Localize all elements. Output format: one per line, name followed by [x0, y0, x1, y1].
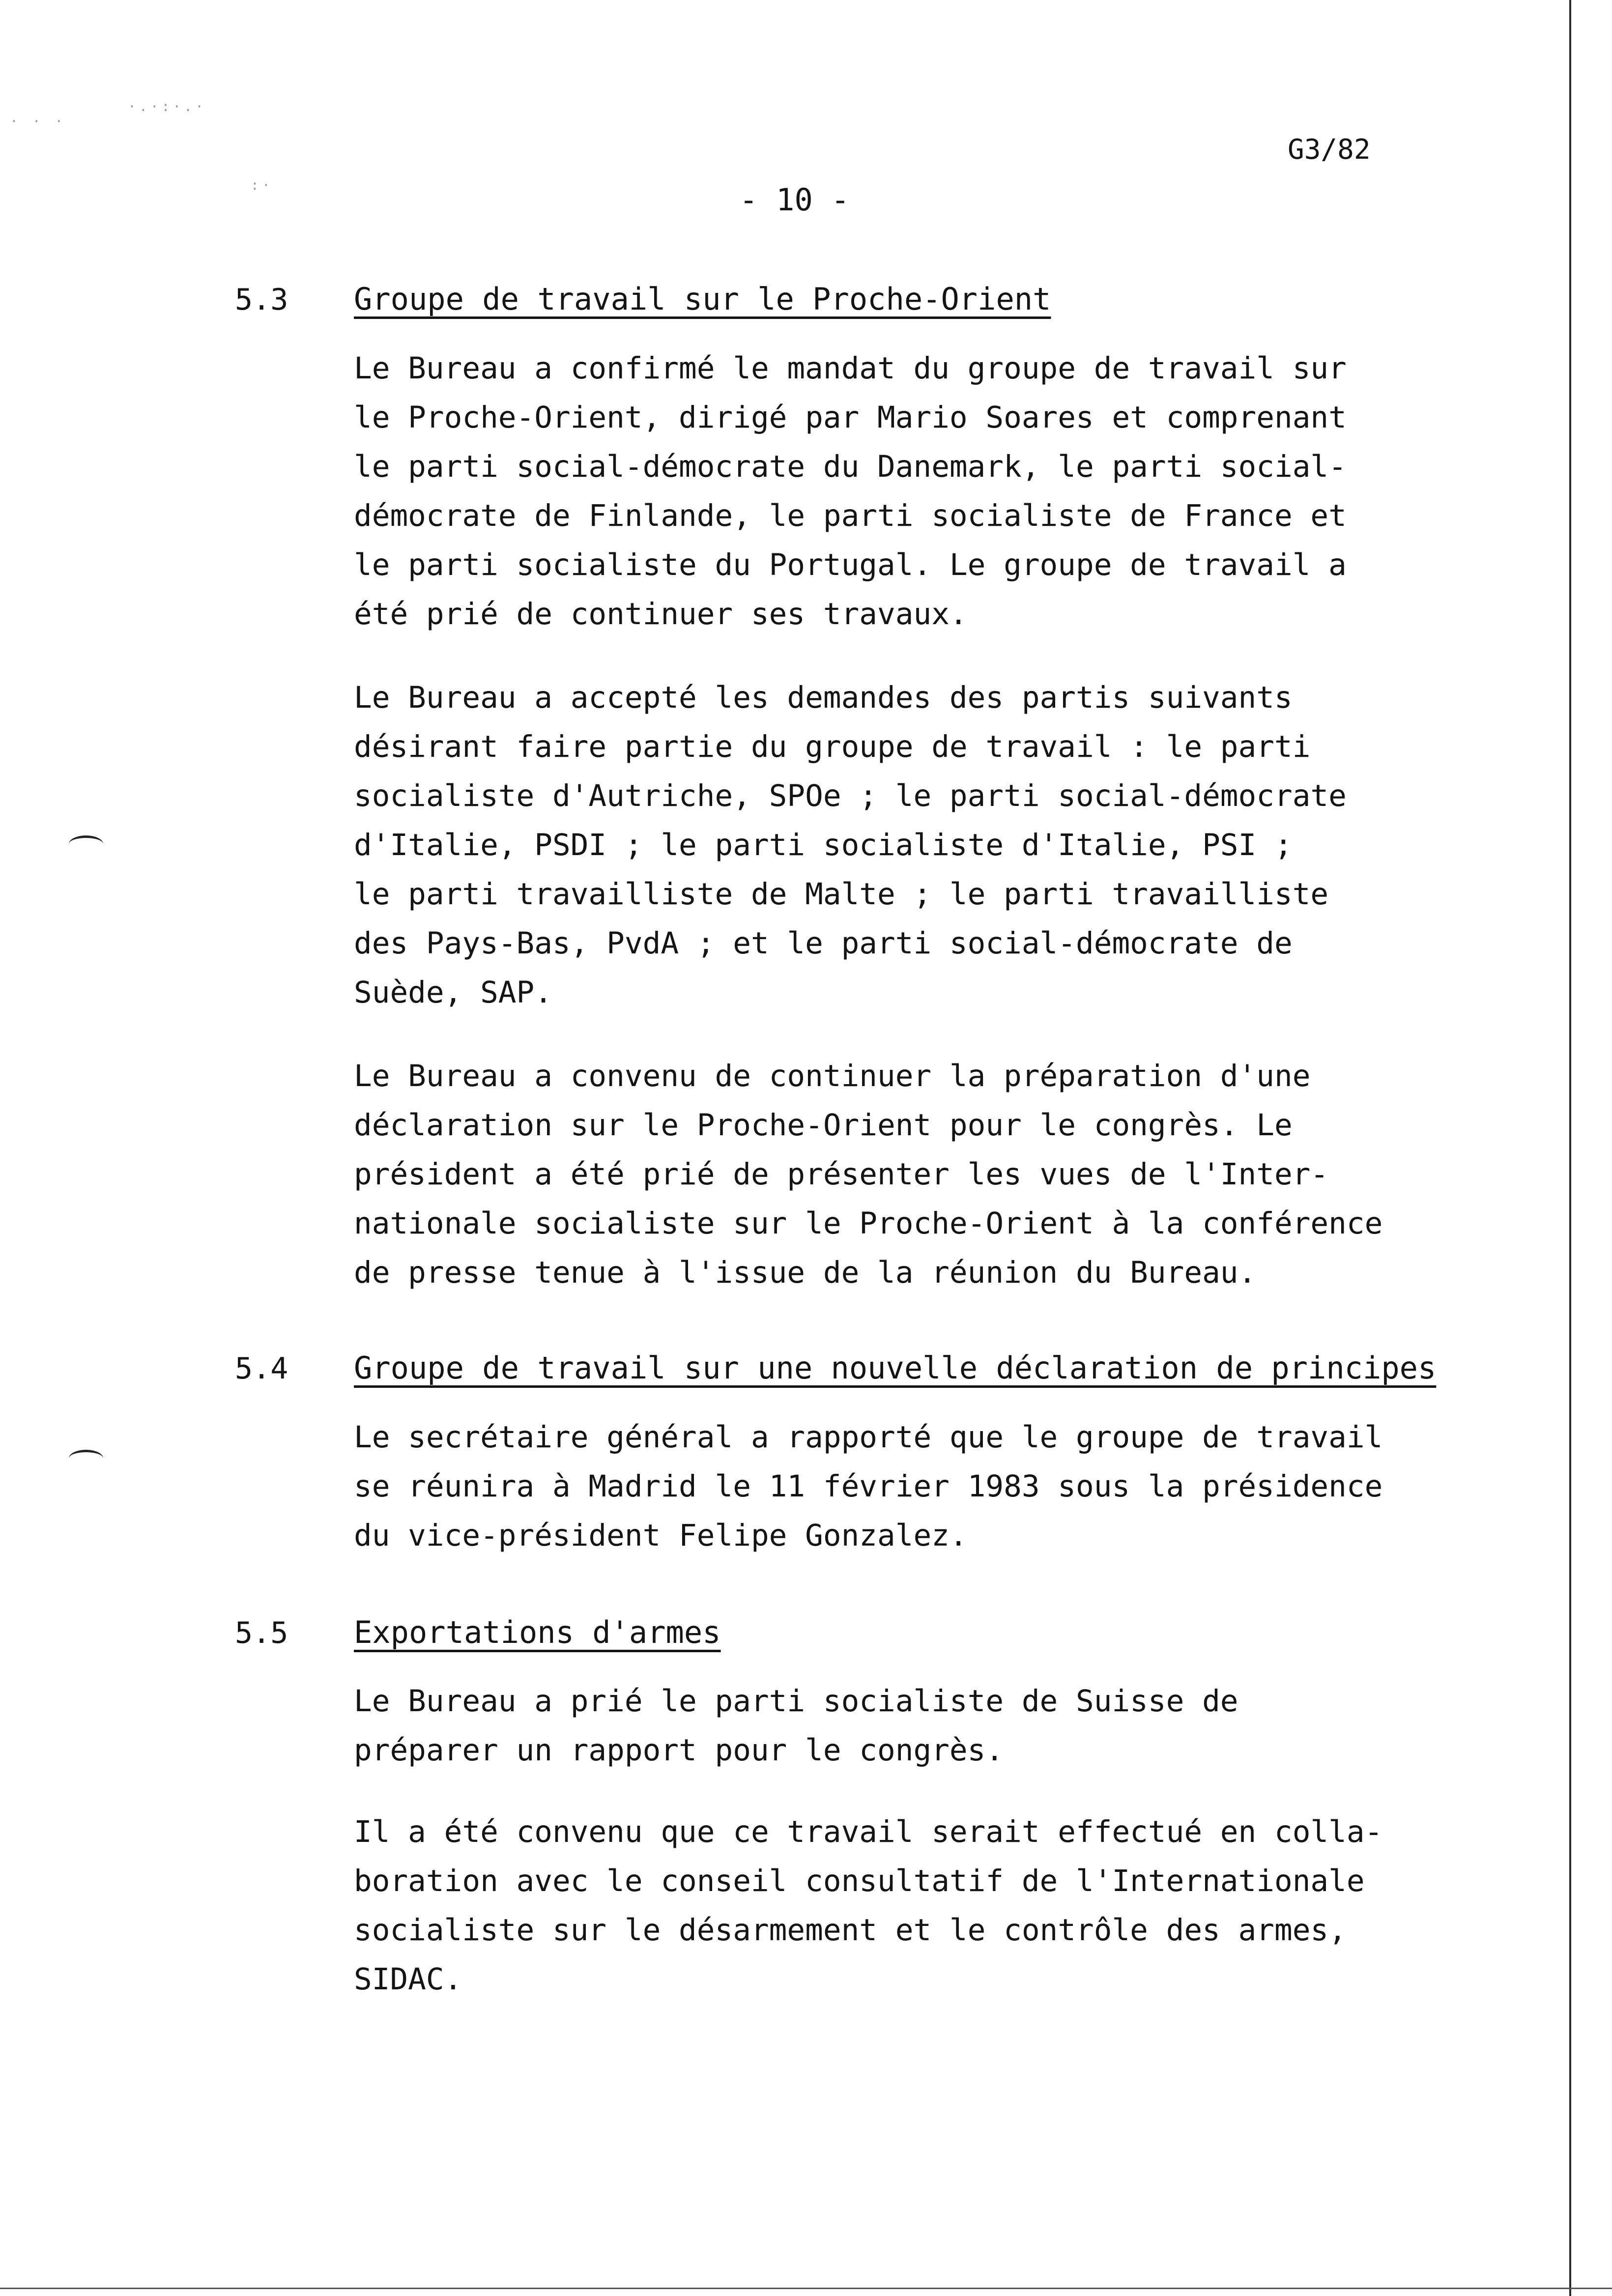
text-line: des Pays-Bas, PvdA ; et le parti social-démocrate de	[354, 926, 1293, 961]
section-title: Groupe de travail sur une nouvelle déclaration de principes	[354, 1350, 1437, 1386]
scan-smudge: ·.·:·.·	[128, 98, 207, 115]
text-line: Le Bureau a convenu de continuer la préparation d'une	[354, 1059, 1311, 1093]
paragraph	[354, 1808, 1533, 2004]
text-line: déclaration sur le Proche-Orient pour le congrès. Le	[354, 1108, 1293, 1143]
text-line: préparer un rapport pour le congrès.	[354, 1733, 1004, 1768]
paragraph	[354, 673, 1533, 1017]
section-title: Groupe de travail sur le Proche-Orient	[354, 281, 1051, 317]
text-line: désirant faire partie du groupe de travail : le parti	[354, 729, 1311, 764]
scan-smudge: :·	[251, 177, 273, 193]
text-line: Il a été convenu que ce travail serait effectué en colla-	[354, 1814, 1383, 1849]
text-line: Le Bureau a accepté les demandes des partis suivants	[354, 680, 1293, 715]
text-line: d'Italie, PSDI ; le parti socialiste d'Italie, PSI ;	[354, 828, 1293, 862]
section-title: Exportations d'armes	[354, 1614, 721, 1650]
text-line: le parti socialiste du Portugal. Le groupe de travail a	[354, 547, 1347, 582]
text-line: de presse tenue à l'issue de la réunion du Bureau.	[354, 1255, 1257, 1290]
document-reference: G3/82	[1288, 134, 1371, 166]
punch-hole-mark	[69, 835, 103, 853]
text-line: démocrate de Finlande, le parti socialiste de France et	[354, 498, 1347, 533]
paragraph	[354, 1413, 1533, 1560]
text-line: Le Bureau a prié le parti socialiste de Suisse de	[354, 1684, 1238, 1719]
text-line: socialiste d'Autriche, SPOe ; le parti social-démocrate	[354, 778, 1347, 813]
text-line: SIDAC.	[354, 1962, 462, 1997]
text-line: le parti travailliste de Malte ; le parti travailliste	[354, 877, 1329, 912]
text-line: été prié de continuer ses travaux.	[354, 597, 968, 631]
scan-edge-bottom	[0, 2288, 1612, 2289]
section-number: 5.4	[235, 1351, 288, 1386]
page-number: - 10 -	[739, 182, 850, 218]
text-line: le Proche-Orient, dirigé par Mario Soares et comprenant	[354, 400, 1347, 435]
text-line: socialiste sur le désarmement et le contrôle des armes,	[354, 1913, 1347, 1948]
text-line: boration avec le conseil consultatif de l'Internationale	[354, 1864, 1365, 1898]
text-line: du vice-président Felipe Gonzalez.	[354, 1518, 968, 1553]
text-line: Le secrétaire général a rapporté que le groupe de travail	[354, 1420, 1383, 1455]
text-line: président a été prié de présenter les vues de l'Inter-	[354, 1157, 1329, 1192]
paragraph	[354, 1677, 1533, 1775]
section-number: 5.5	[235, 1616, 288, 1650]
text-line: Suède, SAP.	[354, 975, 552, 1010]
text-line: Le Bureau a confirmé le mandat du groupe de travail sur	[354, 351, 1347, 386]
scan-smudge: · · ·	[10, 113, 66, 129]
punch-hole-mark	[69, 1450, 103, 1467]
text-line: le parti social-démocrate du Danemark, le parti social-	[354, 449, 1347, 484]
paragraph	[354, 344, 1533, 639]
text-line: nationale socialiste sur le Proche-Orient à la conférence	[354, 1206, 1383, 1241]
text-line: se réunira à Madrid le 11 février 1983 sous la présidence	[354, 1469, 1383, 1504]
section-number: 5.3	[235, 283, 288, 317]
scan-edge-right	[1569, 0, 1571, 2296]
paragraph	[354, 1052, 1533, 1297]
